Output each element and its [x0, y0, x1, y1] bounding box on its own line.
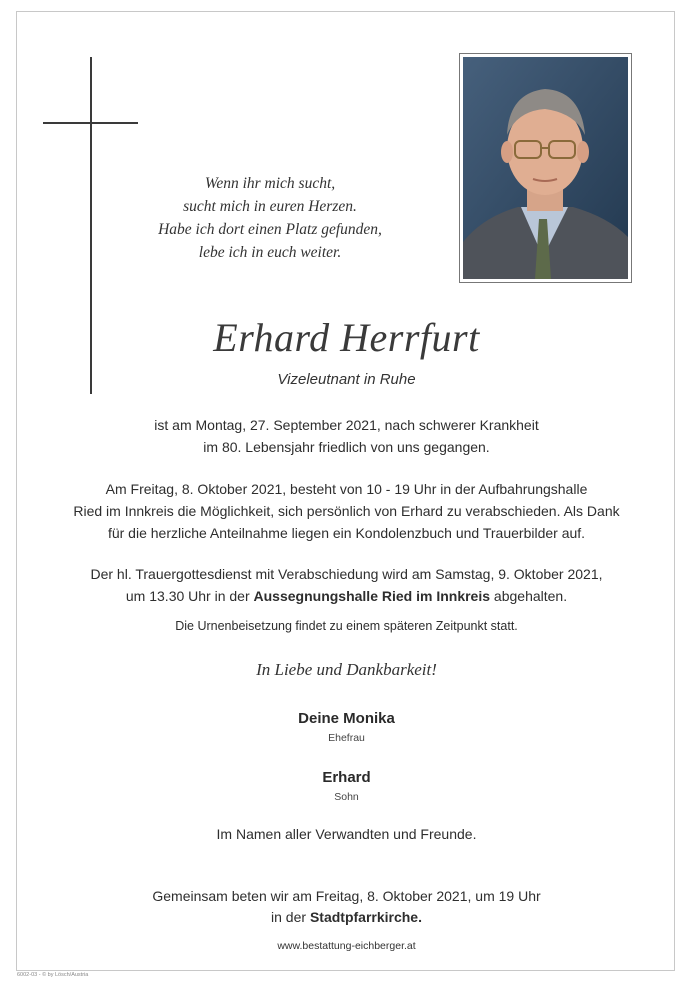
- mourner-relation: Sohn: [334, 791, 359, 803]
- urn-note: Die Urnenbeisetzung findet zu einem späteren Zeitpunkt statt.: [175, 619, 518, 633]
- poem-line: Habe ich dort einen Platz gefunden,: [158, 221, 382, 238]
- deceased-title: Vizeleutnant in Ruhe: [277, 371, 416, 388]
- text-line: [0, 585, 693, 607]
- service-location: Aussegnungshalle Ried im Innkreis: [253, 588, 491, 604]
- viewing-info: [0, 478, 693, 544]
- service-info: [0, 563, 693, 607]
- mourner-name: Erhard: [322, 769, 371, 786]
- text-line: Am Freitag, 8. Oktober 2021, besteht von 10 - 19 Uhr in der Aufbahrungshalle: [105, 481, 588, 497]
- text-line: Ried im Innkreis die Möglichkeit, sich persönlich von Erhard zu verabschieden. Als Dank: [73, 503, 620, 519]
- closing-phrase: In Liebe und Dankbarkeit!: [256, 660, 437, 679]
- text-segment: in der: [271, 909, 310, 925]
- death-notice: [0, 414, 693, 458]
- funeral-home-website: www.bestattung-eichberger.at: [277, 940, 416, 952]
- text-segment: um 13.30 Uhr in der: [125, 588, 254, 604]
- mourner-name: Deine Monika: [298, 710, 395, 727]
- prayer-info: [0, 886, 693, 928]
- footer-code: 6002-03 - © by Lösch/Austria: [17, 972, 89, 978]
- text-line: für die herzliche Anteilnahme liegen ein Kondolenzbuch und Trauerbilder auf.: [107, 525, 586, 541]
- poem-line: Wenn ihr mich sucht,: [204, 175, 336, 192]
- text-segment: abgehalten.: [490, 588, 568, 604]
- poem-line: lebe ich in euch weiter.: [198, 244, 342, 261]
- prayer-location: Stadtpfarrkirche.: [309, 909, 422, 925]
- poem-line: sucht mich in euren Herzen.: [183, 198, 357, 215]
- text-line: [0, 907, 693, 928]
- portrait-image: [463, 57, 628, 279]
- deceased-name: Erhard Herrfurt: [213, 315, 480, 360]
- portrait-photo: [459, 53, 632, 283]
- text-line: Gemeinsam beten wir am Freitag, 8. Oktober 2021, um 19 Uhr: [152, 888, 541, 904]
- memorial-poem: [145, 172, 395, 264]
- text-line: im 80. Lebensjahr friedlich von uns gegangen.: [203, 439, 490, 455]
- text-line: Der hl. Trauergottesdienst mit Verabschiedung wird am Samstag, 9. Oktober 2021,: [90, 566, 603, 582]
- relatives-line: Im Namen aller Verwandten und Freunde.: [216, 826, 477, 842]
- text-line: ist am Montag, 27. September 2021, nach schwerer Krankheit: [154, 417, 539, 433]
- mourner-relation: Ehefrau: [328, 732, 365, 744]
- cross-horizontal-beam: [43, 122, 138, 124]
